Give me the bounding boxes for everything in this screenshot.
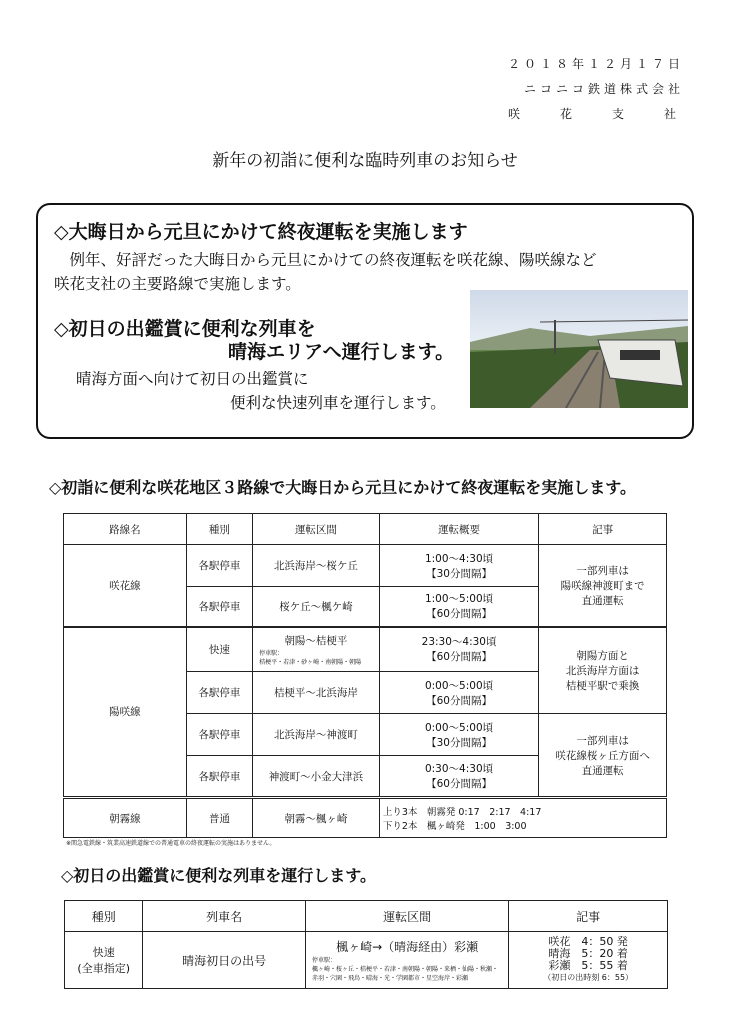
- note-sakihana: 一部列車は 陽咲線神渡町まで 直通運転: [539, 545, 667, 627]
- col-header-name: 列車名: [143, 901, 306, 932]
- row-type: 各駅停車: [186, 587, 252, 627]
- col-header-type: 種別: [65, 901, 143, 932]
- train-times: [509, 932, 668, 989]
- row-summary: [379, 798, 666, 838]
- row-type: 快速: [186, 627, 252, 672]
- summary-time: 1:00～5:00頃: [424, 593, 494, 606]
- time-station: 咲花: [548, 935, 571, 948]
- row-type: 普通: [186, 798, 252, 838]
- col-header-line: 路線名: [64, 514, 187, 545]
- summary-time: 0:00～5:00頃: [424, 721, 494, 734]
- time-station: 晴海: [548, 947, 571, 960]
- text-overnight-2: 咲花支社の主要路線で実施します。: [54, 275, 301, 293]
- summary-interval: 【60分間隔】: [426, 694, 492, 707]
- text-sunrise-2: 便利な快速列車を運行します。: [230, 394, 446, 412]
- row-summary: [379, 672, 539, 714]
- col-header-type: 種別: [186, 514, 252, 545]
- text-sunrise-1: 晴海方面へ向けて初日の出鑑賞に: [76, 370, 309, 388]
- summary-interval: 【30分間隔】: [426, 736, 492, 749]
- summary-interval: 【30分間隔】: [426, 567, 492, 580]
- row-type: 各駅停車: [186, 756, 252, 798]
- summary-time: 23:30～4:30頃: [421, 636, 497, 649]
- row-summary: [379, 545, 539, 587]
- sunrise-table: [64, 900, 668, 989]
- train-section: [305, 932, 508, 989]
- row-summary: [379, 714, 539, 756]
- summary-time: 0:00～5:00頃: [424, 679, 494, 692]
- overnight-table: [63, 513, 667, 838]
- table-row: [64, 798, 667, 838]
- train-name: 晴海初日の出号: [143, 932, 306, 989]
- section-heading-sunrise: ◇初日の出鑑賞に便利な列車を運行します。: [61, 866, 377, 885]
- time-value: 4：50 発: [581, 935, 628, 948]
- section-heading-overnight: ◇初詣に便利な咲花地区３路線で大晦日から元旦にかけて終夜運転を実施します。: [49, 478, 637, 497]
- table-row: [64, 627, 667, 672]
- row-section: 神渡町～小金大津浜: [253, 756, 380, 798]
- heading-sunrise-1: ◇初日の出鑑賞に便利な列車を: [54, 318, 316, 340]
- row-summary: [379, 627, 539, 672]
- issue-date: ２０１８年１２月１７日: [507, 57, 684, 71]
- row-summary: [379, 756, 539, 798]
- col-header-summary: 運転概要: [379, 514, 539, 545]
- summary-up: 上り3本 朝霧発 0:17 2:17 4:17: [382, 807, 542, 818]
- stops-text: 停車駅： 楓ヶ崎・桜ヶ丘・桔梗平・若津・南朝陽・朝陽・来栖・仙陽・秋瀬・ 赤羽・穴園・飛鳥・晴海・光・学園都市・星空海岸・彩瀬: [311, 957, 498, 982]
- line-sakihana: 咲花線: [64, 545, 187, 627]
- line-yosaki: 陽咲線: [64, 627, 187, 798]
- heading-overnight: ◇大晦日から元旦にかけて終夜運転を実施します: [54, 221, 468, 243]
- text-overnight-1: 例年、好評だった大晦日から元旦にかけての終夜運転を咲花線、陽咲線など: [54, 251, 597, 269]
- summary-time: 0:30～4:30頃: [424, 763, 494, 775]
- company-name: ニコニコ鉄道株式会社: [523, 82, 684, 96]
- heading-sunrise-2: 晴海エリアへ運行します。: [228, 341, 455, 363]
- section-text: 朝陽～桔梗平: [284, 634, 348, 647]
- row-section: 北浜海岸～神渡町: [253, 714, 380, 756]
- col-header-note: 記事: [509, 901, 668, 932]
- train-type: 快速 (全車指定): [65, 932, 143, 989]
- branch-name: 咲 花 支 社: [507, 107, 690, 121]
- table-row: [64, 545, 667, 587]
- row-section: [253, 627, 380, 672]
- row-section: 北浜海岸～桜ケ丘: [253, 545, 380, 587]
- row-type: 各駅停車: [186, 672, 252, 714]
- row-type: 各駅停車: [186, 545, 252, 587]
- col-header-section: 運転区間: [253, 514, 380, 545]
- time-station: 彩瀬: [548, 959, 571, 972]
- summary-time: 1:00～4:30頃: [424, 552, 494, 565]
- sunrise-time: （初日の出時刻 6：55）: [543, 973, 634, 982]
- section-text: 楓ヶ崎→（晴海経由）彩瀬: [336, 940, 479, 954]
- note-yosaki-1: 朝陽方面と 北浜海岸方面は 桔梗平駅で乗換: [539, 627, 667, 714]
- time-row: [509, 960, 667, 972]
- col-header-section: 運転区間: [305, 901, 508, 932]
- note-yosaki-2: 一部列車は 咲花線桜ヶ丘方面へ 直通運転: [539, 714, 667, 798]
- page-title: 新年の初詣に便利な臨時列車のお知らせ: [212, 151, 518, 171]
- line-asagiri: 朝霧線: [64, 798, 187, 838]
- table-row: [65, 932, 668, 989]
- row-section: 朝霧～楓ヶ崎: [253, 798, 380, 838]
- row-section: 桔梗平～北浜海岸: [253, 672, 380, 714]
- train-photo: [470, 290, 688, 408]
- footnote: ※関急電鉄線・筑業高速鉄道線での普通電車の終夜運転の実施はありません。: [66, 840, 276, 847]
- summary-interval: 【60分間隔】: [426, 608, 492, 621]
- row-section: 桜ケ丘～楓ケ崎: [253, 587, 380, 627]
- row-type: 各駅停車: [186, 714, 252, 756]
- row-summary: [379, 587, 539, 627]
- stops-text: 停車駅： 桔梗平・若津・砂ヶ崎・南朝陽・朝陽: [259, 649, 362, 666]
- summary-down: 下り2本 楓ヶ崎発 1:00 3:00: [382, 821, 527, 832]
- summary-interval: 【60分間隔】: [426, 778, 492, 790]
- time-value: 5：20 着: [581, 947, 628, 960]
- col-header-note: 記事: [539, 514, 667, 545]
- summary-interval: 【60分間隔】: [426, 651, 492, 664]
- time-value: 5：55 着: [581, 959, 628, 972]
